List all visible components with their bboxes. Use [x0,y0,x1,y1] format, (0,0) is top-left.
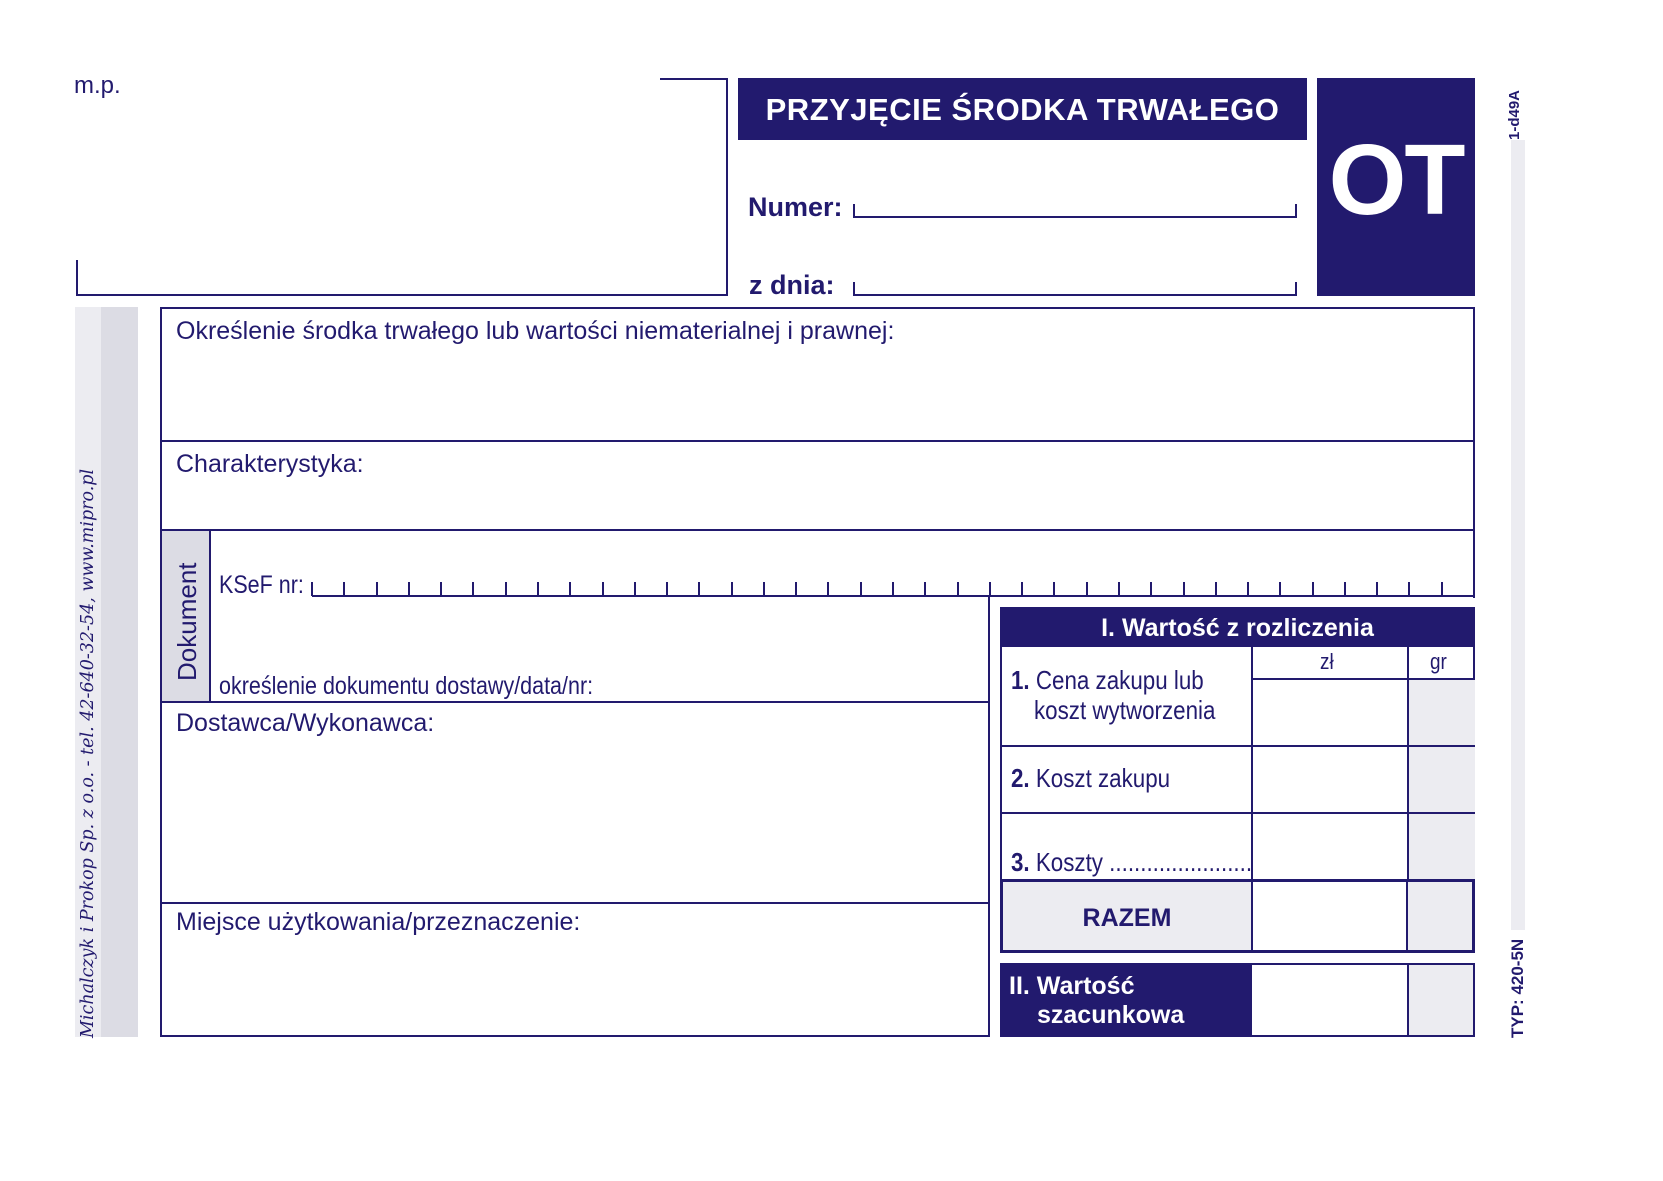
ksef-tick [1408,582,1410,596]
ksef-tick [892,582,894,596]
characteristics-field[interactable] [160,440,1475,531]
row-2-label: 2. Koszt zakupu [1011,763,1171,793]
ksef-tick [827,582,829,596]
ksef-label: KSeF nr: [219,571,304,599]
total-label: RAZEM [1082,904,1172,932]
row-1-gr-cell[interactable] [1409,680,1475,745]
value-table-title: I. Wartość z rozliczenia [1101,614,1374,642]
number-field[interactable] [853,204,1297,218]
row-3-gr-cell[interactable] [1409,814,1475,881]
ksef-tick [569,582,571,596]
row-1-zl-cell[interactable] [1253,680,1407,745]
asset-label: Określenie środka trwałego lub wartości niematerialnej i prawnej: [176,317,895,345]
ksef-tick [472,582,474,596]
row-2-gr-cell[interactable] [1409,747,1475,812]
ksef-tick [537,582,539,596]
date-field[interactable] [853,282,1297,296]
ksef-tick [311,582,313,596]
document-side-label [160,529,211,703]
ksef-row[interactable] [209,529,1475,598]
total-gr-cell[interactable] [1408,882,1472,950]
row-2-zl-cell[interactable] [1253,747,1407,812]
supplier-label: Dostawca/Wykonawca: [176,709,435,737]
estimated-zl-cell[interactable] [1252,965,1407,1035]
ksef-tick [957,582,959,596]
ksef-tick [1183,582,1185,596]
ksef-tick [634,582,636,596]
document-label: Dokument [172,562,202,681]
estimated-label-line2: szacunkowa [1037,1001,1185,1029]
ksef-tick [763,582,765,596]
left-strip [101,307,138,1037]
stamp-box[interactable] [76,78,728,296]
ksef-tick [1086,582,1088,596]
form-title: PRZYJĘCIE ŚRODKA TRWAŁEGO [765,92,1280,127]
ksef-tick [989,582,991,596]
ksef-tick [1344,582,1346,596]
ksef-tick [1441,582,1443,596]
row-1-label: 1. Cena zakupu lub [1011,665,1204,695]
date-label: z dnia: [749,270,835,300]
usage-field[interactable] [160,902,990,1037]
ksef-tick [924,582,926,596]
ksef-tick [860,582,862,596]
ksef-tick [1279,582,1281,596]
estimated-value-header [1000,963,1252,1037]
estimated-value-cells [1250,963,1475,1037]
ksef-tick [408,582,410,596]
right-margin-strip [1511,140,1525,930]
number-label: Numer: [748,192,843,222]
estimated-gr-cell[interactable] [1409,965,1473,1035]
ksef-tick [440,582,442,596]
ksef-tick [1150,582,1152,596]
supplier-field[interactable] [160,701,990,904]
value-table-header [1000,607,1475,647]
row-1-label-line2: koszt wytworzenia [1034,695,1216,725]
usage-label: Miejsce użytkowania/przeznaczenie: [176,908,581,936]
ksef-tick [666,582,668,596]
ksef-tick [505,582,507,596]
ksef-tick [1312,582,1314,596]
delivery-doc-field[interactable] [209,597,990,703]
ksef-tick [1473,582,1475,596]
ksef-tick [343,582,345,596]
delivery-doc-label: określenie dokumentu dostawy/data/nr: [219,672,594,700]
asset-field[interactable] [160,307,1475,442]
title-bar [738,78,1307,140]
ksef-tick [1053,582,1055,596]
ksef-tick [1376,582,1378,596]
ot-badge-text: OT [1328,124,1464,236]
ksef-tick [1247,582,1249,596]
characteristics-label: Charakterystyka: [176,450,364,478]
col-zl-label: zł [1320,649,1334,674]
total-zl-cell[interactable] [1253,882,1406,950]
value-table [1000,645,1475,881]
ksef-tick [698,582,700,596]
row-3-label: 3. Koszty ....................... [1011,847,1253,877]
total-row [1000,879,1475,953]
ot-badge [1317,78,1475,296]
ksef-tick [731,582,733,596]
ksef-tick [795,582,797,596]
estimated-label-line1: II. Wartość [1009,972,1135,1000]
ksef-tick [602,582,604,596]
ksef-tick [1021,582,1023,596]
ksef-tick [1215,582,1217,596]
stamp-label: m.p. [74,72,121,99]
ksef-tick [376,582,378,596]
ksef-tick [1118,582,1120,596]
row-3-zl-cell[interactable] [1253,814,1407,881]
col-gr-label: gr [1430,649,1447,674]
